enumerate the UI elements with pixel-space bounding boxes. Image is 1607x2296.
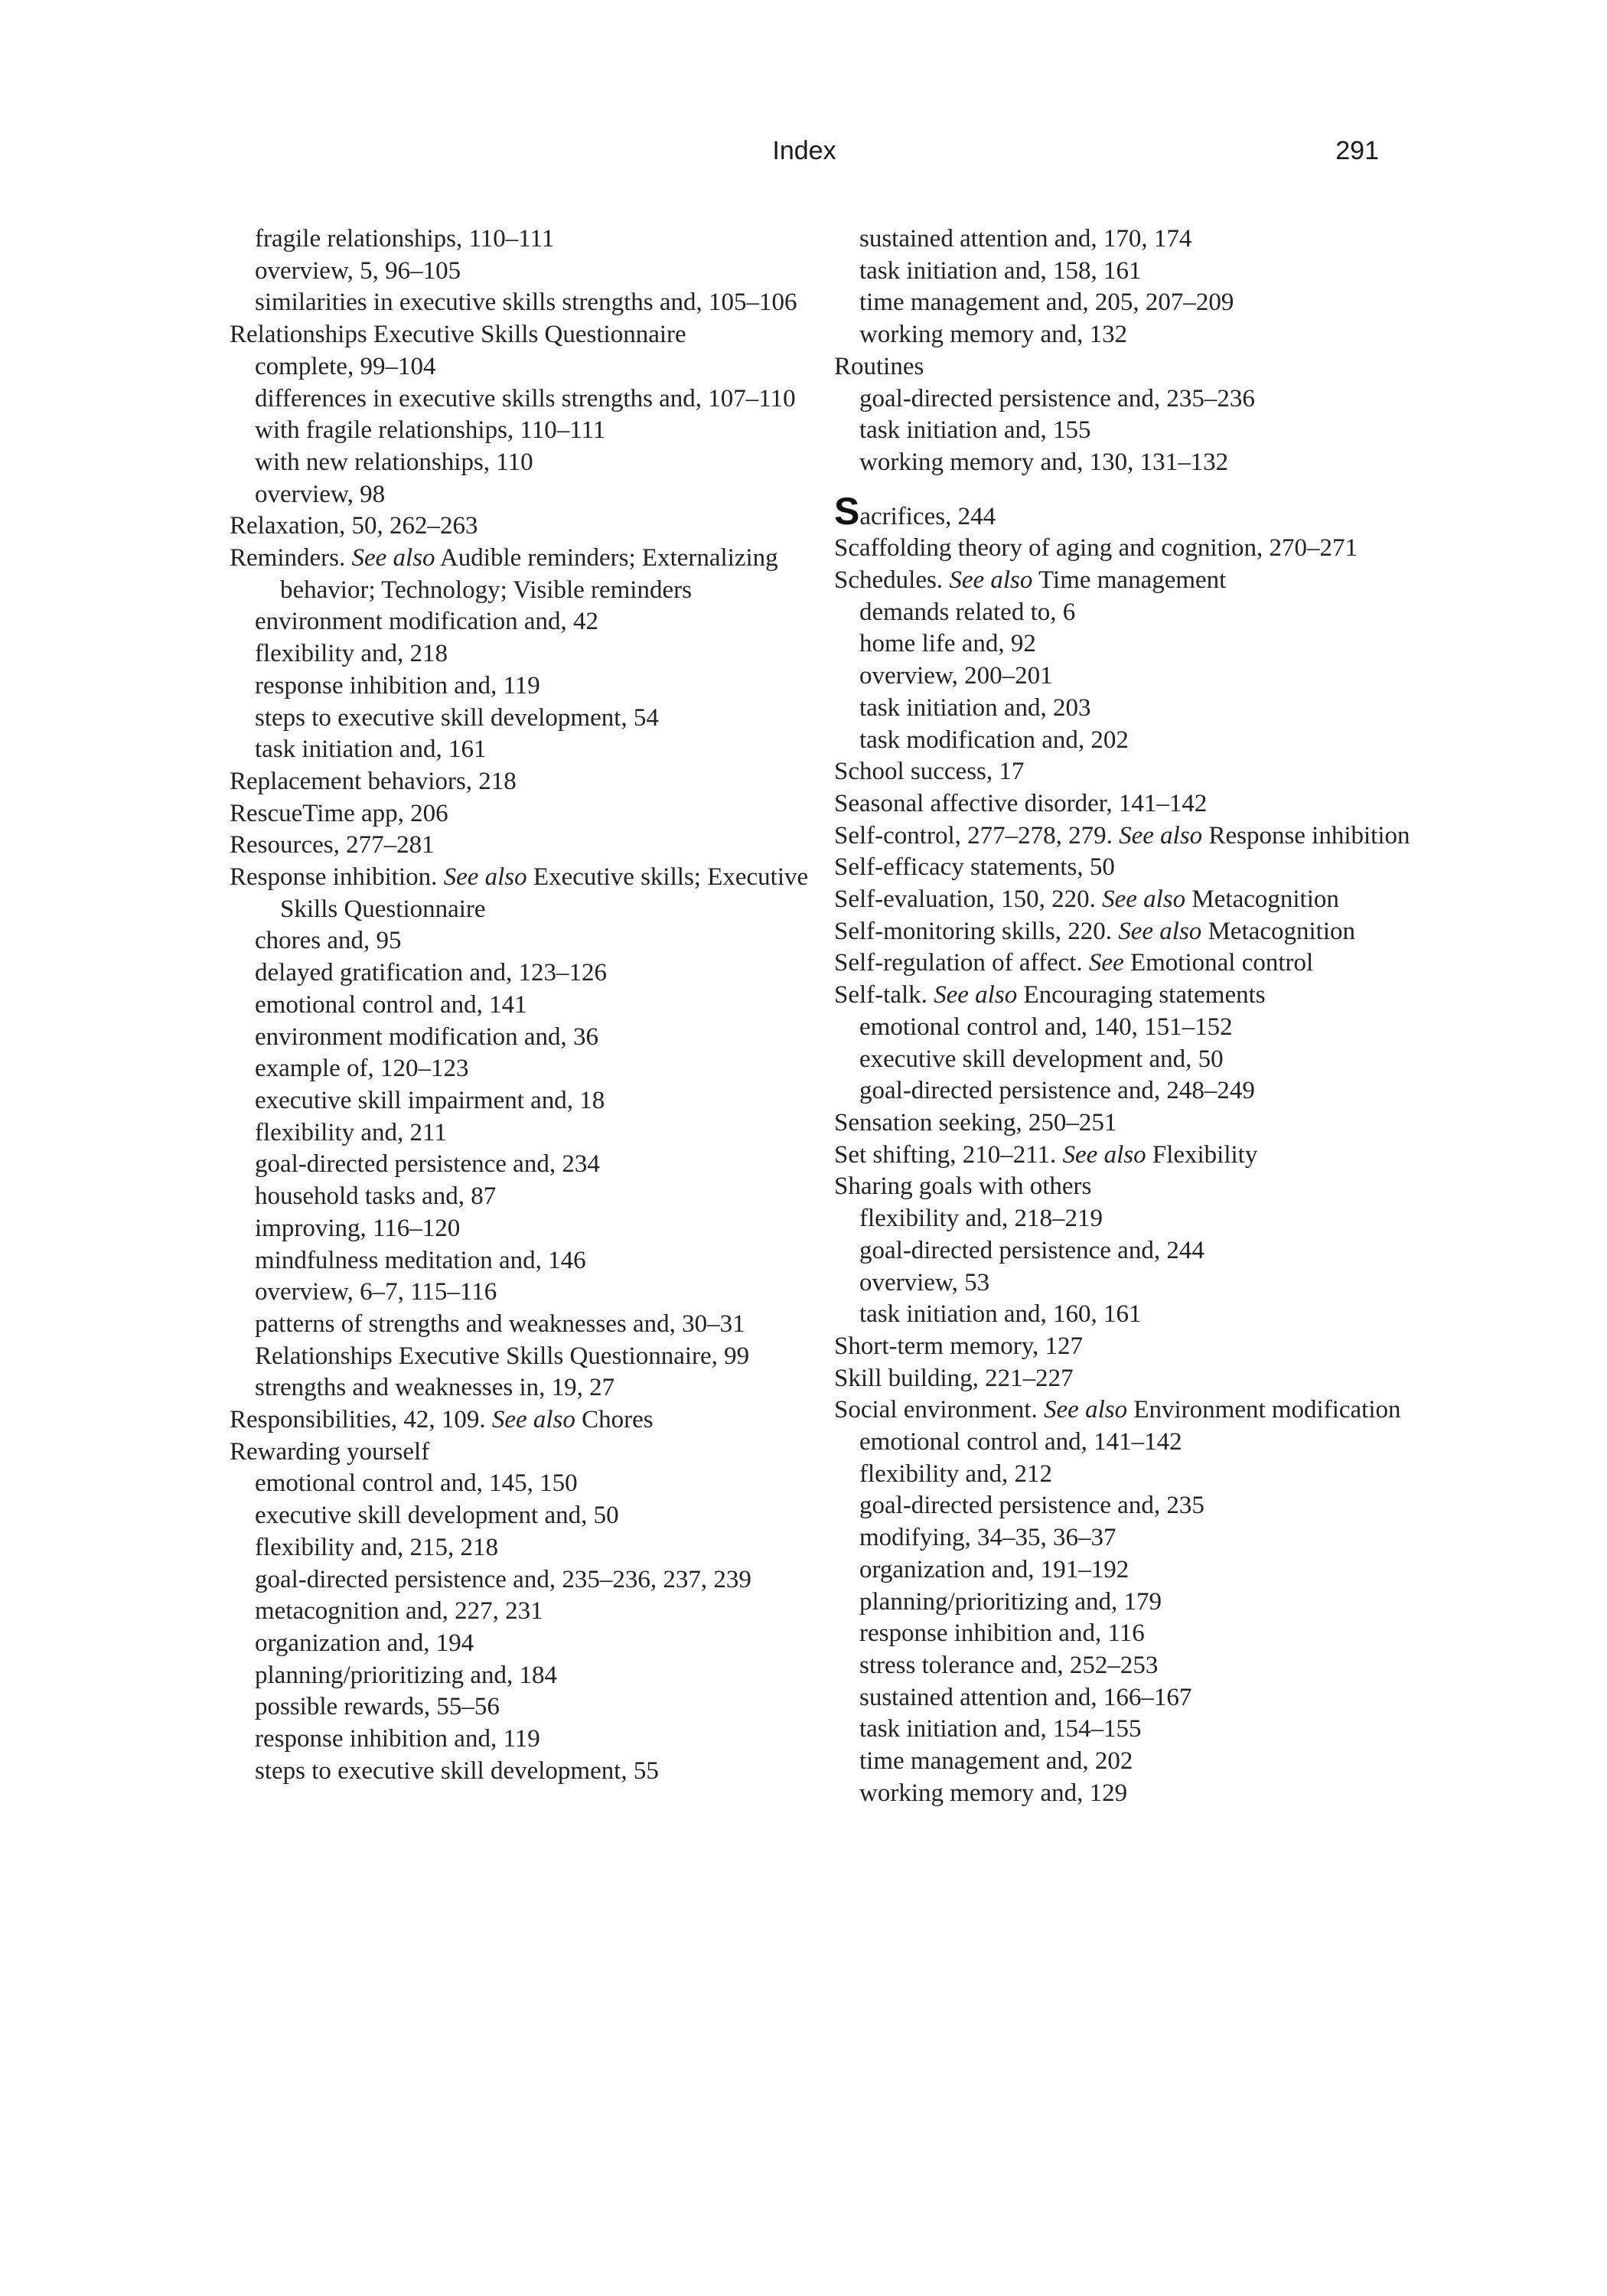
index-entry: [834, 533, 1446, 565]
index-subentry: [255, 223, 842, 256]
index-entry-text: emotional control and, 140, 151–152: [859, 1013, 1233, 1041]
index-subentry: [255, 638, 842, 670]
see-also-reference: See also: [1044, 1396, 1128, 1424]
cross-reference-target: Executive skills; Executive Skills Questionnaire: [280, 863, 809, 923]
index-entry-text: with new relationships, 110: [255, 448, 533, 476]
index-subentry: [255, 383, 842, 416]
index-entry-text: organization and, 194: [255, 1629, 474, 1657]
index-entry-text: sustained attention and, 166–167: [859, 1683, 1192, 1711]
index-entry-text: Self-monitoring skills, 220.: [834, 917, 1119, 945]
index-subentry: [859, 1012, 1446, 1044]
index-entry-text: time management and, 202: [859, 1747, 1133, 1776]
index-entry-text: environment modification and, 36: [255, 1022, 599, 1051]
index-subentry: [859, 1746, 1446, 1778]
index-entry-text: goal-directed persistence and, 235–236: [859, 384, 1255, 413]
index-entry-text: overview, 98: [255, 480, 386, 508]
index-entry-text: emotional control and, 141: [255, 990, 527, 1019]
index-entry-text: overview, 5, 96–105: [255, 256, 461, 285]
index-subentry: [255, 1053, 842, 1085]
index-entry-text: Replacement behaviors, 218: [230, 767, 517, 795]
index-subentry: [255, 479, 842, 511]
index-entry-text: similarities in executive skills strengths and, 105–106: [255, 289, 797, 317]
index-subentry: [255, 1532, 842, 1564]
index-entry-text: Sensation seeking, 250–251: [834, 1108, 1117, 1137]
index-entry-text: response inhibition and, 116: [859, 1619, 1145, 1648]
index-subentry: [859, 660, 1446, 693]
index-entry-text: goal-directed persistence and, 244: [859, 1236, 1204, 1264]
index-entry-text: flexibility and, 211: [255, 1118, 447, 1146]
index-subentry: [859, 1267, 1446, 1300]
index-entry: [230, 830, 842, 862]
index-entry-text: delayed gratification and, 123–126: [255, 959, 608, 987]
index-entry-text: goal-directed persistence and, 234: [255, 1150, 600, 1179]
index-entry-text: Relaxation, 50, 262–263: [230, 512, 478, 540]
index-entry-text: overview, 6–7, 115–116: [255, 1278, 497, 1306]
index-entry-text: task initiation and, 160, 161: [859, 1300, 1142, 1329]
index-subentry: [859, 693, 1446, 725]
index-entry-text: Scaffolding theory of aging and cognition, 270–271: [834, 534, 1358, 563]
index-entry: [230, 862, 842, 925]
see-also-reference: See also: [1062, 1140, 1146, 1169]
index-entry-text: Sharing goals with others: [834, 1172, 1092, 1201]
index-entry-text: fragile relationships, 110–111: [255, 225, 555, 253]
section-letter: S: [834, 489, 860, 533]
cross-reference-target: Time management: [1032, 566, 1227, 595]
see-also-reference: See also: [491, 1406, 575, 1434]
index-entry-text: possible rewards, 55–56: [255, 1693, 500, 1721]
index-subentry: [255, 1181, 842, 1213]
cross-reference-target: Encouraging statements: [1017, 981, 1266, 1009]
index-entry-text: goal-directed persistence and, 235: [859, 1492, 1204, 1520]
index-subentry: [255, 1245, 842, 1277]
index-entry: [230, 1437, 842, 1469]
index-subentry: [255, 1468, 842, 1500]
index-entry-text: task initiation and, 155: [859, 416, 1091, 445]
index-entry-text: mindfulness meditation and, 146: [255, 1246, 586, 1274]
index-subentry: [255, 287, 842, 319]
index-entry: [834, 1171, 1446, 1203]
index-subentry: [255, 1500, 842, 1532]
index-subentry: [255, 606, 842, 638]
index-group-s: [834, 533, 1446, 1809]
index-subentry: [859, 1682, 1446, 1714]
cross-reference-target: Environment modification: [1127, 1396, 1401, 1424]
index-entry-text: strengths and weaknesses in, 19, 27: [255, 1374, 615, 1402]
cross-reference-target: Chores: [575, 1406, 654, 1434]
index-subentry: [859, 1235, 1446, 1267]
index-entry: [834, 852, 1446, 884]
index-entry: [834, 788, 1446, 820]
index-entry-text: emotional control and, 145, 150: [255, 1469, 578, 1498]
index-subentry: [255, 1085, 842, 1117]
index-entry-text: overview, 200–201: [859, 662, 1053, 690]
index-entry-text: chores and, 95: [255, 927, 402, 955]
index-entry-text: Relationships Executive Skills Questionnaire: [230, 321, 686, 349]
index-subentry: [859, 1618, 1446, 1650]
index-entry: [834, 947, 1446, 980]
index-column-left: [230, 223, 842, 1787]
index-subentry: [859, 1203, 1446, 1235]
index-entry: [834, 351, 1446, 383]
index-entry: [230, 766, 842, 798]
index-entry: [230, 1404, 842, 1437]
index-subentry: [859, 319, 1446, 351]
index-entry-text: executive skill development and, 50: [859, 1045, 1224, 1073]
letter-section-heading: [834, 489, 1446, 533]
cross-reference-target: Metacognition: [1201, 917, 1356, 945]
index-entry-text: goal-directed persistence and, 235–236, 237, 239: [255, 1565, 751, 1593]
index-subentry: [859, 1778, 1446, 1810]
index-entry-text: Reminders.: [230, 544, 352, 572]
index-subentry: [859, 628, 1446, 660]
index-subentry: [859, 383, 1446, 416]
index-subentry: [255, 447, 842, 479]
index-entry-text: with fragile relationships, 110–111: [255, 416, 606, 445]
index-entry-text: Seasonal affective disorder, 141–142: [834, 789, 1208, 817]
index-entry-text: complete, 99–104: [255, 352, 436, 380]
index-subentry: [255, 1691, 842, 1724]
cross-reference-target: Emotional control: [1123, 949, 1314, 977]
index-subentry: [859, 256, 1446, 288]
index-subentry: [859, 1650, 1446, 1682]
index-entry-text: improving, 116–120: [255, 1214, 461, 1242]
see-also-reference: See also: [949, 566, 1033, 595]
index-subentry: [255, 351, 842, 383]
index-subentry: [859, 1427, 1446, 1459]
cross-reference-target: Response inhibition: [1202, 821, 1410, 850]
index-entry: [834, 756, 1446, 788]
index-subentry: [859, 1459, 1446, 1491]
index-entry-text: modifying, 34–35, 36–37: [859, 1524, 1116, 1552]
index-entry-text: demands related to, 6: [859, 598, 1076, 626]
index-subentry: [859, 597, 1446, 629]
see-also-reference: See also: [443, 863, 527, 892]
cross-reference-target: Metacognition: [1185, 885, 1339, 914]
index-entry-text: Resources, 277–281: [230, 831, 435, 859]
index-entry-text: executive skill development and, 50: [255, 1502, 619, 1530]
index-entry-text: response inhibition and, 119: [255, 671, 540, 700]
index-subentry: [859, 1299, 1446, 1331]
index-entry-text: response inhibition and, 119: [255, 1725, 540, 1753]
index-entry-text: task modification and, 202: [859, 726, 1129, 754]
index-entry-text: Responsibilities, 42, 109.: [230, 1406, 492, 1434]
index-entry-text: Set shifting, 210–211.: [834, 1140, 1063, 1169]
index-subentry: [859, 1714, 1446, 1746]
index-entry-text: Skill building, 221–227: [834, 1364, 1074, 1392]
index-entry-text: differences in executive skills strengths and, 107–110: [255, 384, 796, 413]
index-column-right: [834, 223, 1446, 1809]
index-entry-text: time management and, 205, 207–209: [859, 289, 1234, 317]
index-entry-text: Self-regulation of affect.: [834, 949, 1089, 977]
see-also-reference: See also: [1102, 885, 1186, 914]
see-also-reference: See also: [1119, 821, 1203, 850]
index-subentry: [255, 256, 842, 288]
index-entry-text: flexibility and, 218: [255, 640, 448, 668]
index-subentry: [859, 1044, 1446, 1076]
index-entry: [834, 565, 1446, 597]
index-entry-text: working memory and, 132: [859, 321, 1128, 349]
index-entry-text: Rewarding yourself: [230, 1437, 430, 1466]
index-subentry: [255, 1117, 842, 1150]
index-subentry: [859, 1587, 1446, 1619]
index-entry-text: Social environment.: [834, 1396, 1045, 1424]
index-entry-text: Self-efficacy statements, 50: [834, 853, 1115, 882]
index-entry-text: planning/prioritizing and, 179: [859, 1587, 1162, 1616]
index-entry-text: School success, 17: [834, 758, 1025, 786]
index-group-r: [834, 223, 1446, 479]
index-subentry: [255, 1372, 842, 1404]
index-entry: [230, 543, 842, 606]
index-entry-text: working memory and, 130, 131–132: [859, 448, 1229, 476]
index-entry: [834, 1394, 1446, 1427]
index-entry-text: working memory and, 129: [859, 1779, 1128, 1807]
index-subentry: [255, 415, 842, 447]
see-also-reference: See: [1088, 949, 1124, 977]
index-subentry: [859, 1075, 1446, 1107]
index-entry-text: overview, 53: [859, 1268, 990, 1296]
index-entry-text: task initiation and, 158, 161: [859, 256, 1142, 285]
index-entry-text: organization and, 191–192: [859, 1555, 1129, 1583]
index-entry-text: steps to executive skill development, 55: [255, 1756, 659, 1785]
index-entry-text: household tasks and, 87: [255, 1182, 497, 1211]
index-entry-text: patterns of strengths and weaknesses and, 30–31: [255, 1309, 745, 1338]
index-subentry: [255, 925, 842, 957]
page-number: 291: [1335, 136, 1379, 165]
index-subentry: [255, 1277, 842, 1309]
index-subentry: [859, 223, 1446, 256]
index-entry: [230, 319, 842, 351]
index-subentry: [255, 1596, 842, 1628]
index-subentry: [859, 1554, 1446, 1587]
index-entry-text: task initiation and, 161: [255, 735, 487, 764]
index-entry-text: acrifices, 244: [859, 502, 996, 530]
index-entry: [834, 1363, 1446, 1395]
index-subentry: [255, 1628, 842, 1660]
index-subentry: [255, 734, 842, 766]
index-subentry: [859, 1522, 1446, 1554]
index-entry-text: RescueTime app, 206: [230, 799, 448, 827]
index-entry-text: sustained attention and, 170, 174: [859, 225, 1192, 253]
index-subentry: [255, 957, 842, 990]
index-entry-text: stress tolerance and, 252–253: [859, 1651, 1159, 1679]
index-entry-text: planning/prioritizing and, 184: [255, 1661, 558, 1689]
index-entry: [834, 1140, 1446, 1172]
index-entry: [230, 510, 842, 543]
index-entry-text: Self-talk.: [834, 981, 934, 1009]
index-subentry: [255, 1213, 842, 1245]
index-subentry: [255, 1309, 842, 1341]
index-subentry: [255, 670, 842, 703]
index-entry-text: Routines: [834, 352, 924, 380]
index-entry-text: Response inhibition.: [230, 863, 444, 892]
index-subentry: [859, 725, 1446, 757]
index-subentry: [255, 1564, 842, 1596]
index-subentry: [255, 703, 842, 735]
index-entry-text: flexibility and, 212: [859, 1459, 1053, 1488]
running-title: Index: [772, 136, 836, 165]
index-subentry: [255, 1022, 842, 1054]
running-head: [230, 136, 1379, 173]
index-entry-text: Schedules.: [834, 566, 950, 595]
index-entry: [834, 916, 1446, 948]
cross-reference-target: Flexibility: [1146, 1140, 1258, 1169]
index-subentry: [255, 1341, 842, 1373]
index-entry-text: Short-term memory, 127: [834, 1332, 1084, 1360]
index-subentry: [859, 447, 1446, 479]
see-also-reference: See also: [1118, 917, 1202, 945]
see-also-reference: See also: [351, 544, 435, 572]
index-subentry: [255, 1724, 842, 1756]
index-entry-text: metacognition and, 227, 231: [255, 1597, 543, 1626]
index-subentry: [859, 1490, 1446, 1522]
index-entry-text: task initiation and, 154–155: [859, 1715, 1142, 1743]
index-entry-text: goal-directed persistence and, 248–249: [859, 1077, 1255, 1105]
index-entry-text: executive skill impairment and, 18: [255, 1086, 605, 1114]
index-entry-text: steps to executive skill development, 54: [255, 703, 659, 732]
see-also-reference: See also: [934, 981, 1018, 1009]
index-subentry: [255, 1756, 842, 1788]
index-entry: [230, 798, 842, 830]
index-entry: [834, 820, 1446, 853]
index-entry-text: home life and, 92: [859, 630, 1036, 658]
index-entry: [834, 1331, 1446, 1363]
index-subentry: [255, 990, 842, 1022]
index-subentry: [859, 287, 1446, 319]
index-entry-text: emotional control and, 141–142: [859, 1428, 1182, 1456]
index-entry-text: Self-control, 277–278, 279.: [834, 821, 1120, 850]
index-entry: [834, 884, 1446, 916]
index-subentry: [255, 1149, 842, 1181]
index-entry: [834, 1107, 1446, 1140]
index-entry-text: example of, 120–123: [255, 1055, 469, 1083]
index-entry: [834, 980, 1446, 1012]
cross-reference-target: Audible reminders; Externalizing behavior; Technology; Visible reminders: [280, 544, 778, 604]
index-subentry: [255, 1660, 842, 1692]
index-entry-text: task initiation and, 203: [859, 693, 1091, 722]
index-subentry: [859, 415, 1446, 447]
index-entry-text: flexibility and, 218–219: [859, 1205, 1103, 1233]
index-entry-text: Relationships Executive Skills Questionnaire, 99: [255, 1342, 750, 1370]
index-entry-text: environment modification and, 42: [255, 608, 599, 636]
index-entry-text: Self-evaluation, 150, 220.: [834, 885, 1103, 914]
index-entry-text: flexibility and, 215, 218: [255, 1533, 499, 1561]
